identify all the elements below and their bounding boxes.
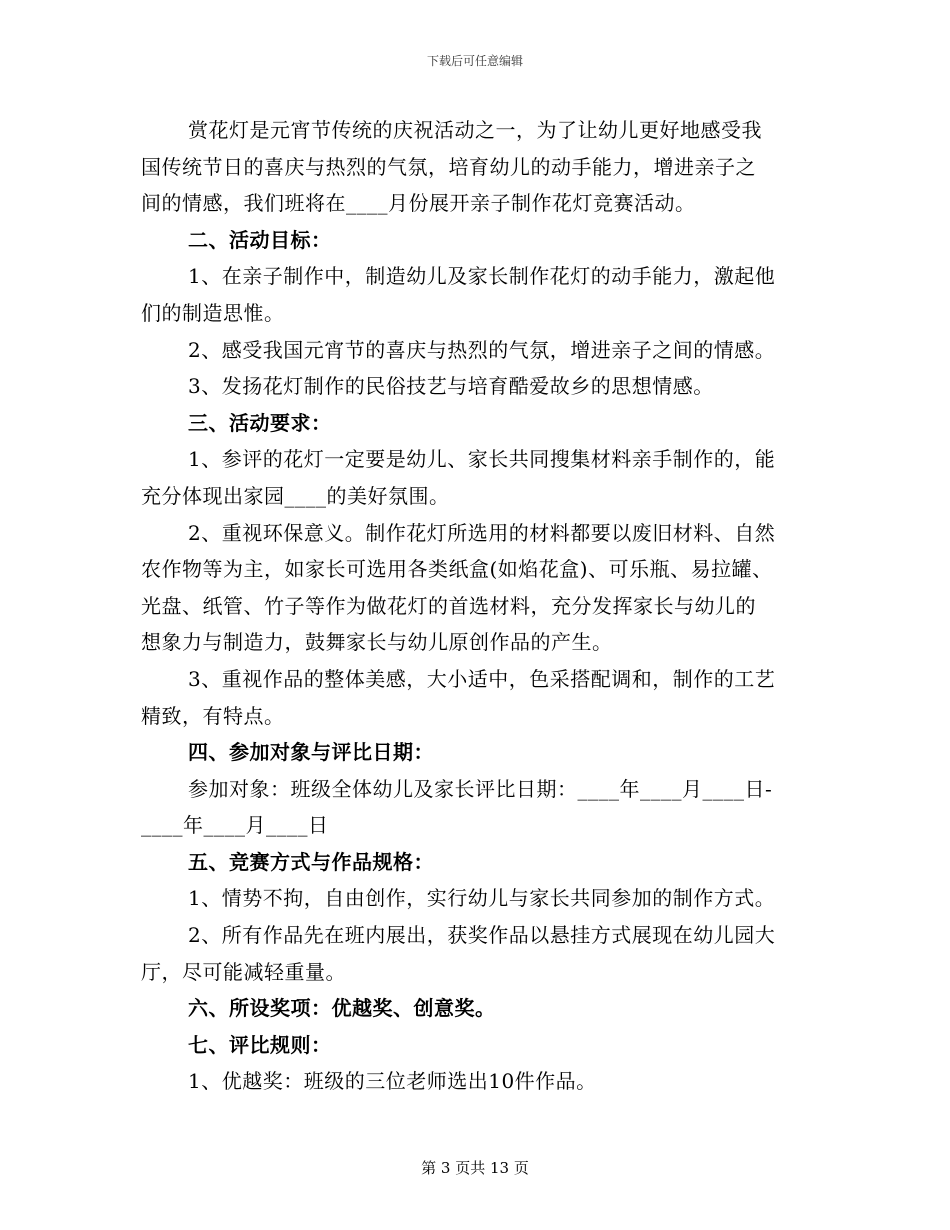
page-header: 下载后可任意编辑 [426, 54, 523, 68]
paragraph-line: 间的情感，我们班将在____月份展开亲子制作花灯竞赛活动。 [141, 191, 696, 216]
paragraph-line: 赏花灯是元宵节传统的庆祝活动之一，为了让幼儿更好地感受我 [188, 118, 762, 142]
section-heading: 三、活动要求： [188, 410, 332, 435]
paragraph-line: 农作物等为主，如家长可选用各类纸盒(如焰花盒)、可乐瓶、易拉罐、 [141, 557, 773, 582]
paragraph-line: 想象力与制造力，鼓舞家长与幼儿原创作品的产生。 [141, 630, 613, 655]
paragraph-line: ____年____月____日 [141, 813, 329, 838]
paragraph-line: 光盘、纸管、竹子等作为做花灯的首选材料，充分发挥家长与幼儿的 [141, 593, 756, 618]
paragraph-line: 国传统节日的喜庆与热烈的气氛，培育幼儿的动手能力，增进亲子之 [141, 154, 756, 179]
paragraph-line: 3、发扬花灯制作的民俗技艺与培育酷爱故乡的思想情感。 [188, 374, 714, 399]
section-heading: 七、评比规则： [188, 1032, 332, 1057]
paragraph-line: 厅，尽可能减轻重量。 [141, 959, 346, 984]
section-heading: 四、参加对象与评比日期： [188, 740, 434, 765]
paragraph-line: 1、参评的花灯一定要是幼儿、家长共同搜集材料亲手制作的，能 [188, 447, 776, 472]
paragraph-line: 1、在亲子制作中，制造幼儿及家长制作花灯的动手能力，激起他 [188, 264, 776, 289]
paragraph-line: 3、重视作品的整体美感，大小适中，色采搭配调和，制作的工艺 [188, 666, 776, 691]
document-body [141, 112, 809, 1100]
paragraph-line: 参加对象：班级全体幼儿及家长评比日期：____年____月____日- [188, 776, 773, 801]
paragraph-line: 2、感受我国元宵节的喜庆与热烈的气氛，增进亲子之间的情感。 [188, 337, 776, 362]
paragraph-line: 们的制造思惟。 [141, 300, 285, 325]
page-footer: 第 3 页共 13 页 [421, 1159, 529, 1177]
section-heading: 六、所设奖项：优越奖、创意奖。 [188, 996, 496, 1021]
section-heading: 五、竞赛方式与作品规格： [188, 849, 434, 874]
paragraph-line: 1、情势不拘，自由创作，实行幼儿与家长共同参加的制作方式。 [188, 886, 776, 911]
paragraph-line: 精致，有特点。 [141, 703, 285, 728]
paragraph-line: 2、所有作品先在班内展出，获奖作品以悬挂方式展现在幼儿园大 [188, 923, 776, 948]
paragraph-line: 充分体现出家园____的美好氛围。 [141, 483, 450, 508]
paragraph-line: 2、重视环保意义。制作花灯所选用的材料都要以废旧材料、自然 [188, 520, 776, 545]
section-heading: 二、活动目标： [188, 227, 332, 252]
paragraph-line: 1、优越奖：班级的三位老师选出10件作品。 [188, 1069, 597, 1094]
